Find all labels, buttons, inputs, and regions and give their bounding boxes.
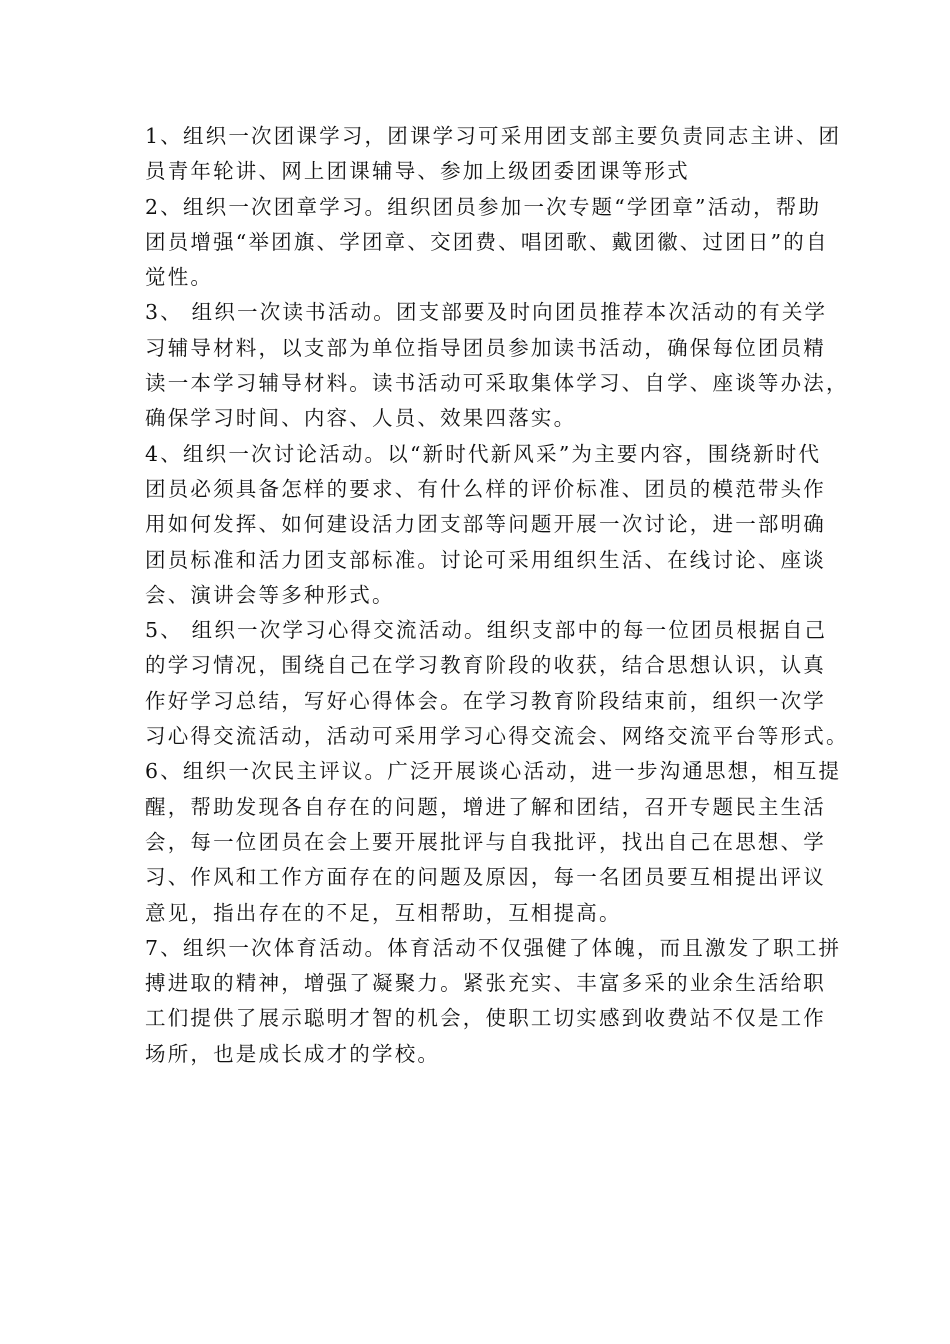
text-line: 团员标准和活力团支部标准。讨论可采用组织生活、在线讨论、座谈 (145, 547, 826, 572)
text-line: 员青年轮讲、网上团课辅导、参加上级团委团课等形式 (145, 159, 690, 184)
text-line: 醒，帮助发现各自存在的问题，增进了解和团结，召开专题民主生活 (145, 794, 826, 819)
text-line: 读一本学习辅导材料。读书活动可采取集体学习、自学、座谈等办法， (145, 371, 849, 396)
text-line: 作好学习总结，写好心得体会。在学习教育阶段结束前，组织一次学 (145, 688, 826, 713)
document-body (145, 119, 849, 1072)
text-line: 3、 组织一次读书活动。团支部要及时向团员推荐本次活动的有关学 (145, 300, 828, 325)
text-line: 2、组织一次团章学习。组织团员参加一次专题“学团章”活动，帮助 (145, 194, 822, 219)
text-line: 搏进取的精神，增强了凝聚力。紧张充实、丰富多采的业余生活给职 (145, 971, 826, 996)
text-line: 会、演讲会等多种形式。 (145, 582, 395, 607)
text-line: 团员必须具备怎样的要求、有什么样的评价标准、团员的模范带头作 (145, 476, 826, 501)
text-line: 场所，也是成长成才的学校。 (145, 1041, 441, 1066)
text-line: 觉性。 (145, 265, 214, 290)
text-line: 1、组织一次团课学习，团课学习可采用团支部主要负责同志主讲、团 (145, 124, 842, 148)
text-line: 6、组织一次民主评议。广泛开展谈心活动，进一步沟通思想，相互提 (145, 759, 842, 784)
text-line: 用如何发挥、如何建设活力团支部等问题开展一次讨论，进一部明确 (145, 512, 826, 537)
text-line: 的学习情况，围绕自己在学习教育阶段的收获，结合思想认识，认真 (145, 653, 826, 678)
text-line: 确保学习时间、内容、人员、效果四落实。 (145, 406, 577, 431)
text-line: 会，每一位团员在会上要开展批评与自我批评，找出自己在思想、学 (145, 829, 826, 854)
text-line: 工们提供了展示聪明才智的机会，使职工切实感到收费站不仅是工作 (145, 1006, 826, 1031)
text-line: 习心得交流活动，活动可采用学习心得交流会、网络交流平台等形式。 (145, 724, 849, 749)
text-line: 团员增强“举团旗、学团章、交团费、唱团歌、戴团徽、过团日”的自 (145, 229, 829, 254)
text-line: 习辅导材料，以支部为单位指导团员参加读书活动，确保每位团员精 (145, 335, 826, 360)
text-line: 7、组织一次体育活动。体育活动不仅强健了体魄，而且激发了职工拼 (145, 935, 842, 960)
text-line: 意见，指出存在的不足，互相帮助，互相提高。 (145, 900, 622, 925)
text-line: 5、 组织一次学习心得交流活动。组织支部中的每一位团员根据自己 (145, 618, 828, 643)
text-line: 习、作风和工作方面存在的问题及原因，每一名团员要互相提出评议 (145, 865, 826, 890)
text-line: 4、组织一次讨论活动。以“新时代新风采”为主要内容，围绕新时代 (145, 441, 822, 466)
